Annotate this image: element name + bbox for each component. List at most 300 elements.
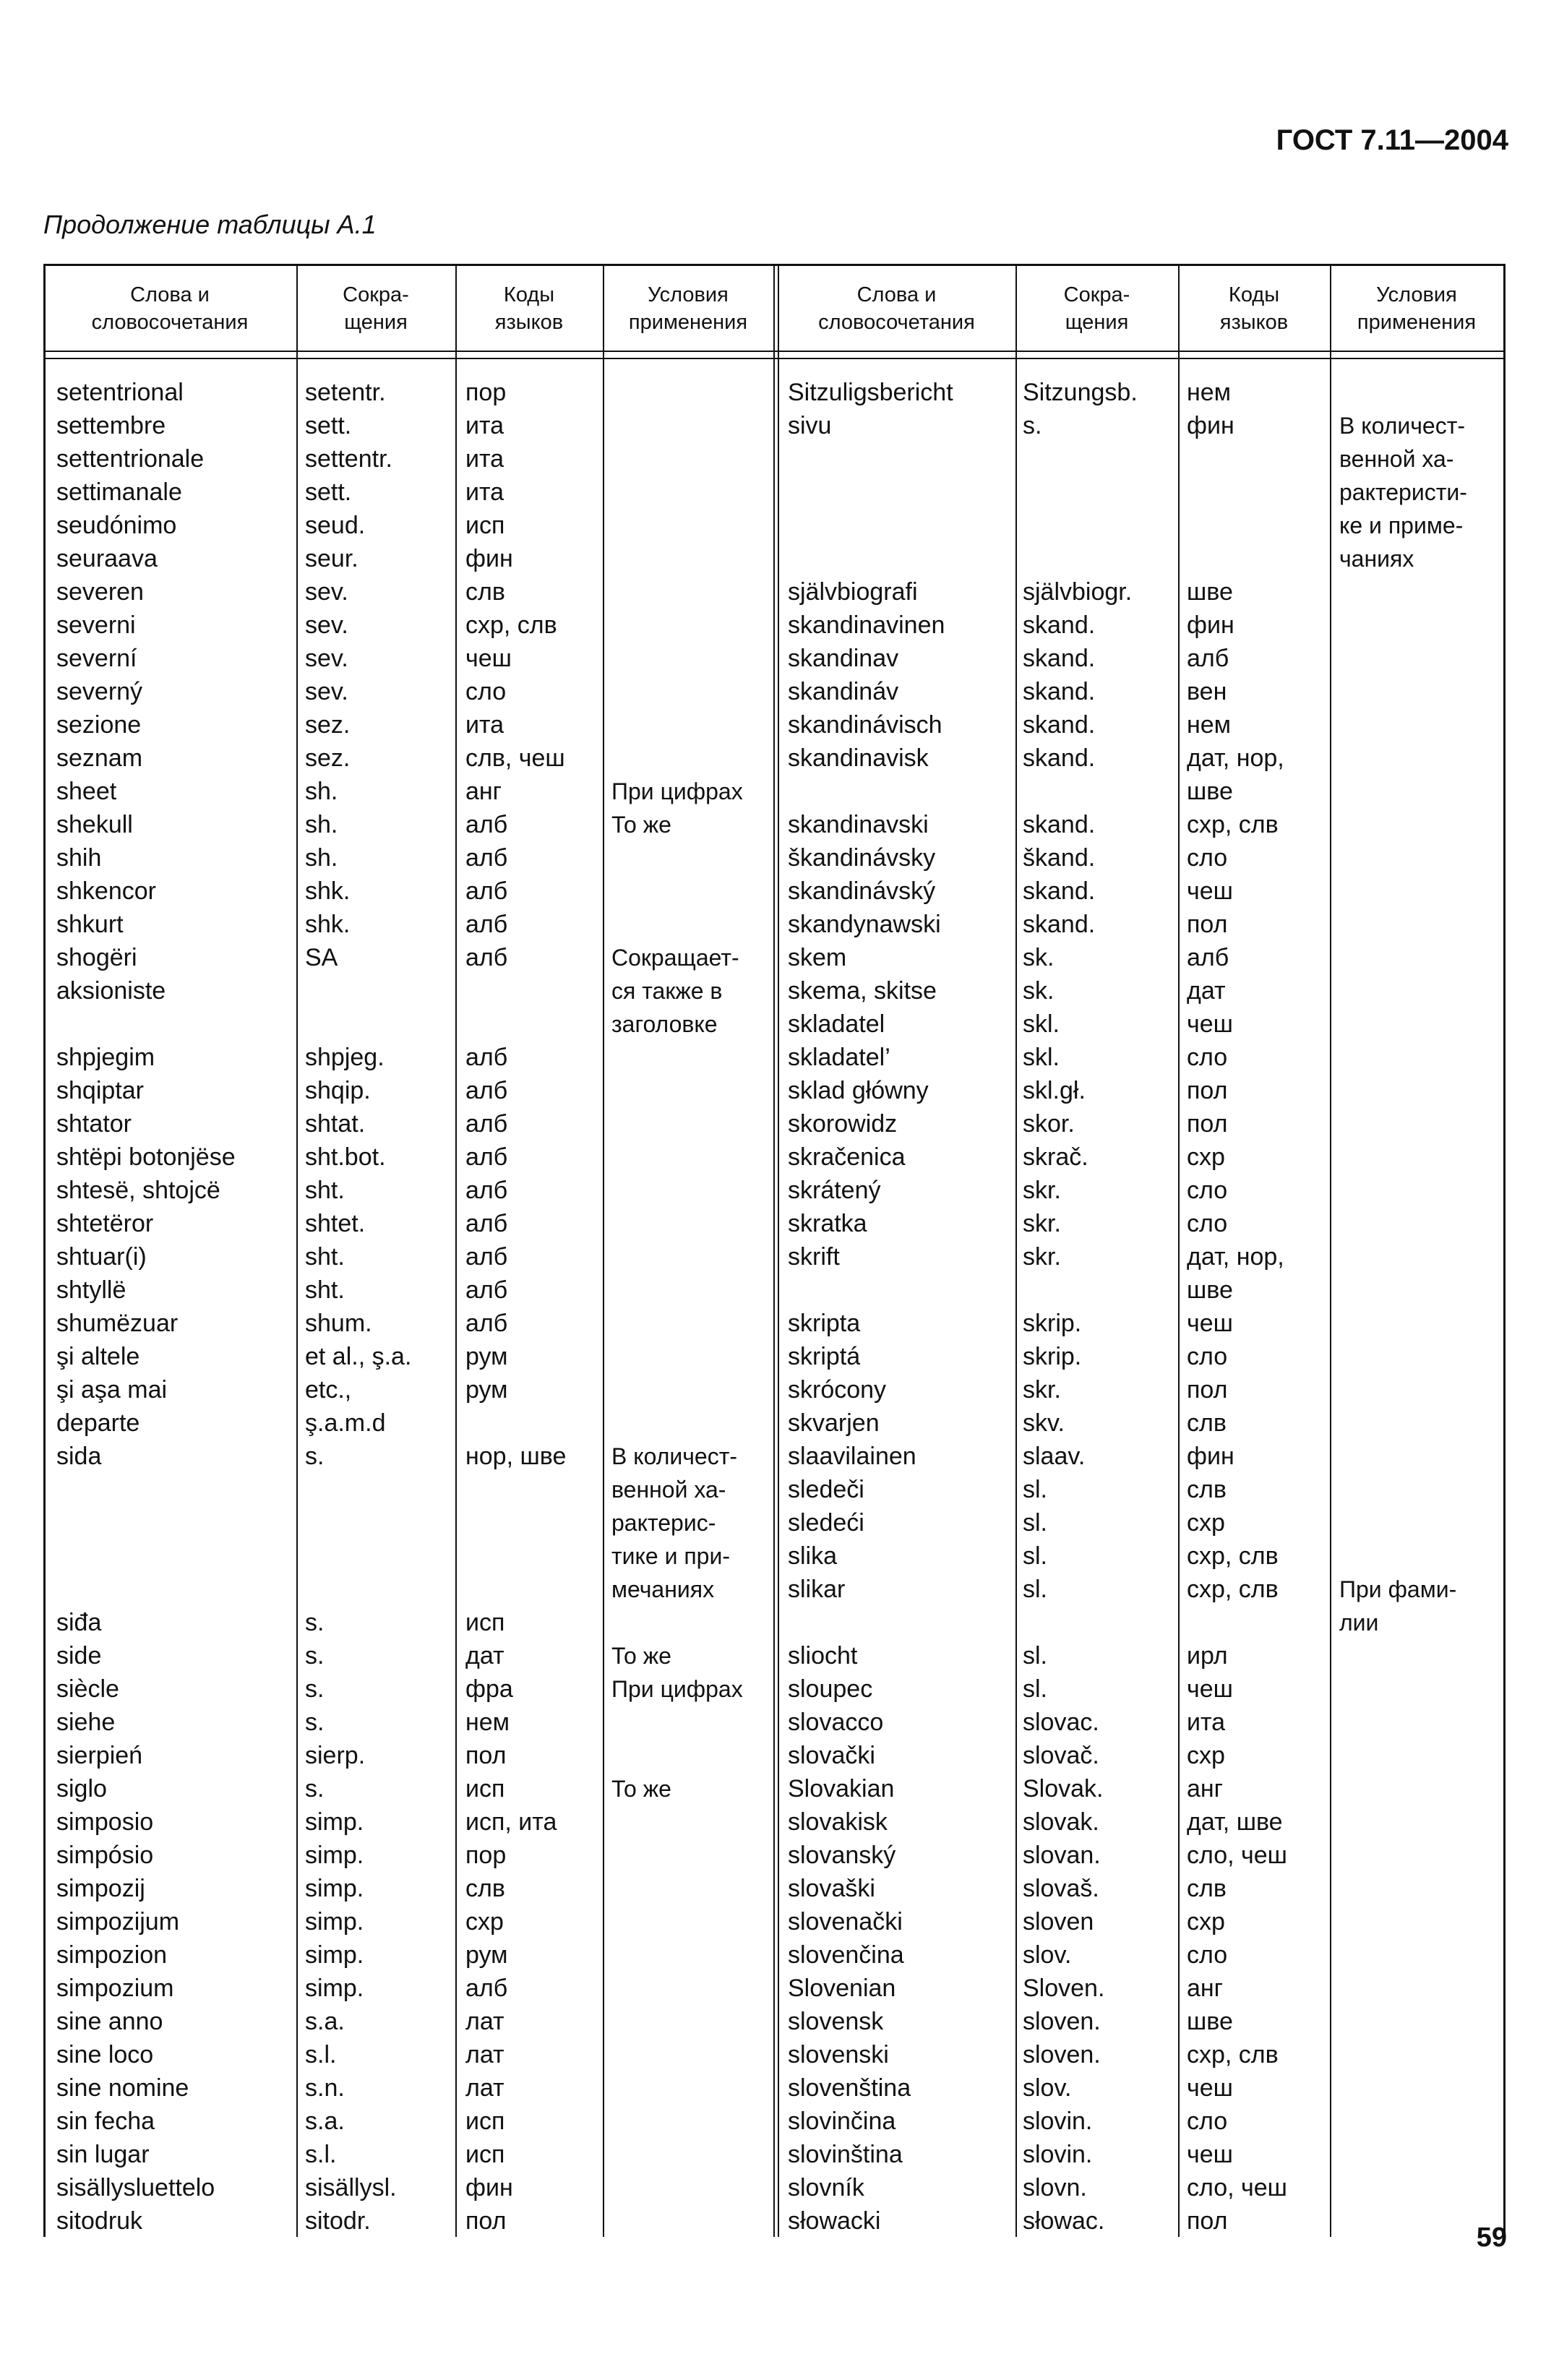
- table-row: [43, 1739, 1506, 1772]
- cell-word: shumëzuar: [56, 1310, 179, 1337]
- cell-word: seznam: [56, 744, 143, 772]
- cell-condition: венной ха-: [611, 1477, 726, 1503]
- cell-abbreviation-2: slovac.: [1023, 1709, 1099, 1736]
- cell-condition: При цифрах: [611, 1676, 743, 1702]
- cell-word: shekull: [56, 811, 133, 838]
- cell-language-code-2: шве: [1187, 578, 1233, 606]
- cell-abbreviation-2: slovan.: [1023, 1842, 1101, 1869]
- cell-abbreviation: s.a.: [305, 2108, 345, 2135]
- cell-word-2: självbiografi: [788, 578, 918, 606]
- header-abbreviations-2: Сокра- щения: [1063, 283, 1130, 334]
- cell-condition-2: венной ха-: [1339, 446, 1454, 472]
- table-row: [43, 2005, 1506, 2038]
- cell-word: shtesë, shtojcë: [56, 1177, 220, 1204]
- cell-condition-2: рактеристи-: [1339, 479, 1467, 505]
- cell-word-2: Slovakian: [788, 1775, 895, 1803]
- cell-abbreviation-2: skand.: [1023, 744, 1096, 772]
- cell-word: setentrional: [56, 379, 184, 406]
- cell-abbreviation: simp.: [305, 1842, 364, 1869]
- table-row: [43, 376, 1506, 409]
- cell-abbreviation: setentr.: [305, 379, 386, 406]
- table-row: [43, 1539, 1506, 1573]
- cell-language-code-2: сло: [1187, 1044, 1228, 1071]
- table-row: [43, 1140, 1506, 1174]
- cell-word-2: slovinština: [788, 2141, 903, 2168]
- cell-abbreviation: seur.: [305, 545, 358, 572]
- cell-word: shqiptar: [56, 1077, 144, 1104]
- cell-language-code: исп: [465, 2108, 505, 2135]
- cell-abbreviation: simp.: [305, 1808, 364, 1836]
- cell-abbreviation: sh.: [305, 844, 338, 872]
- table-row: [43, 1174, 1506, 1207]
- cell-word: sierpień: [56, 1742, 143, 1769]
- cell-word-2: skrócony: [788, 1376, 887, 1404]
- cell-abbreviation-2: slovn.: [1023, 2174, 1087, 2201]
- cell-word-2: sledeči: [788, 1476, 864, 1503]
- table-row: [43, 875, 1506, 908]
- cell-condition: рактерис-: [611, 1510, 716, 1536]
- cell-word-2: slaavilainen: [788, 1443, 916, 1470]
- cell-language-code-2: нем: [1187, 711, 1232, 739]
- cell-language-code: алб: [465, 811, 508, 838]
- cell-language-code: исп, ита: [465, 1808, 557, 1836]
- cell-word: simpozium: [56, 1975, 174, 2002]
- cell-abbreviation: s.l.: [305, 2041, 337, 2068]
- cell-abbreviation: shtet.: [305, 1210, 366, 1237]
- table-row: [43, 1373, 1506, 1406]
- cell-language-code: алб: [465, 1310, 508, 1337]
- table-row: [43, 2038, 1506, 2071]
- cell-abbreviation-2: skrip.: [1023, 1343, 1082, 1370]
- table-row: [43, 1074, 1506, 1107]
- table-row: [43, 1008, 1506, 1041]
- cell-word-2: slovački: [788, 1742, 875, 1769]
- cell-language-code: ита: [465, 412, 504, 439]
- cell-language-code-2: схр: [1187, 1143, 1225, 1171]
- cell-condition-2: ке и приме-: [1339, 512, 1464, 538]
- table-row: [43, 1839, 1506, 1872]
- abbreviations-table: [43, 264, 1506, 2237]
- cell-word-2: slovinčina: [788, 2108, 896, 2135]
- table-row: [43, 2204, 1506, 2238]
- cell-word: shtuar(i): [56, 1243, 147, 1271]
- table-row: [43, 476, 1506, 509]
- cell-abbreviation: shk.: [305, 911, 351, 938]
- table-row: [43, 442, 1506, 476]
- cell-language-code: лат: [465, 2074, 504, 2102]
- table-row: [43, 509, 1506, 542]
- cell-language-code-2: чеш: [1187, 2141, 1233, 2168]
- cell-language-code: пол: [465, 1742, 507, 1769]
- table-row: [43, 1506, 1506, 1539]
- table-row: [43, 1606, 1506, 1639]
- cell-language-code: дат: [465, 1642, 504, 1670]
- table-row: [43, 908, 1506, 941]
- cell-word-2: slovenština: [788, 2074, 911, 2102]
- cell-language-code-2: сло, чеш: [1187, 1842, 1287, 1869]
- cell-abbreviation-2: skor.: [1023, 1110, 1075, 1138]
- cell-language-code: алб: [465, 1210, 508, 1237]
- cell-abbreviation-2: sl.: [1023, 1542, 1047, 1570]
- cell-abbreviation-2: skrip.: [1023, 1310, 1082, 1337]
- cell-word-2: skračenica: [788, 1143, 906, 1171]
- header-conditions-2: Условия применения: [1357, 283, 1477, 334]
- header-conditions: Условия применения: [628, 283, 748, 334]
- cell-language-code: чеш: [465, 645, 512, 672]
- cell-word: sisällysluettelo: [56, 2174, 215, 2201]
- cell-abbreviation: sitodr.: [305, 2207, 371, 2235]
- table-row: [43, 609, 1506, 642]
- cell-word-2: slika: [788, 1542, 838, 1570]
- cell-language-code-2: сло: [1187, 1343, 1228, 1370]
- cell-condition: То же: [611, 812, 671, 838]
- cell-word: simpozijum: [56, 1908, 180, 1936]
- cell-language-code: нор, шве: [465, 1443, 567, 1470]
- table-row: [43, 808, 1506, 841]
- cell-language-code-2: фин: [1187, 412, 1234, 439]
- cell-word-2: sledeći: [788, 1509, 864, 1537]
- cell-language-code-2: фин: [1187, 1443, 1234, 1470]
- cell-language-code-2: сло: [1187, 2108, 1228, 2135]
- cell-language-code: фин: [465, 545, 513, 572]
- cell-language-code-2: сло, чеш: [1187, 2174, 1287, 2201]
- cell-word: siglo: [56, 1775, 107, 1803]
- cell-abbreviation: shum.: [305, 1310, 372, 1337]
- cell-word-2: Slovenian: [788, 1975, 896, 2002]
- document-code: ГОСТ 7.11—2004: [1276, 124, 1508, 156]
- cell-abbreviation: sh.: [305, 778, 338, 805]
- cell-language-code: лат: [465, 2041, 504, 2068]
- cell-abbreviation-2: skr.: [1023, 1376, 1061, 1404]
- cell-abbreviation: s.a.: [305, 2008, 345, 2035]
- table-row: [43, 1905, 1506, 1938]
- table-row: [43, 1706, 1506, 1739]
- cell-language-code: алб: [465, 844, 508, 872]
- cell-word-2: sloupec: [788, 1675, 873, 1703]
- cell-abbreviation-2: självbiogr.: [1023, 578, 1133, 606]
- cell-language-code-2: чеш: [1187, 2074, 1233, 2102]
- table-row: [43, 974, 1506, 1008]
- cell-language-code-2: анг: [1187, 1975, 1224, 2002]
- cell-language-code: пол: [465, 2207, 507, 2235]
- cell-word: shkurt: [56, 911, 124, 938]
- cell-word: shtetëror: [56, 1210, 154, 1237]
- cell-word-2: skladatel’: [788, 1044, 890, 1071]
- cell-condition-2: чаниях: [1339, 546, 1414, 572]
- cell-language-code-2: шве: [1187, 778, 1233, 805]
- cell-language-code: ита: [465, 711, 504, 739]
- cell-word-2: slovenčina: [788, 1941, 904, 1969]
- cell-word-2: skandinávisch: [788, 711, 942, 739]
- cell-language-code-2: чеш: [1187, 1310, 1233, 1337]
- cell-word-2: slikar: [788, 1576, 846, 1603]
- cell-word-2: slovenski: [788, 2041, 889, 2068]
- cell-word-2: skandinavski: [788, 811, 929, 838]
- cell-word-2: škandinávsky: [788, 844, 936, 872]
- cell-abbreviation-2: skand.: [1023, 811, 1096, 838]
- cell-word-2: slovakisk: [788, 1808, 888, 1836]
- cell-condition: То же: [611, 1643, 671, 1669]
- cell-word-2: skripta: [788, 1310, 861, 1337]
- cell-language-code: лат: [465, 2008, 504, 2035]
- cell-word: shtyllë: [56, 1276, 126, 1304]
- cell-language-code-2: пол: [1187, 2207, 1228, 2235]
- cell-language-code: алб: [465, 1243, 508, 1271]
- cell-language-code-2: дат: [1187, 977, 1226, 1005]
- table-row: [43, 1406, 1506, 1440]
- table-row: [43, 2171, 1506, 2204]
- cell-condition: мечаниях: [611, 1576, 715, 1602]
- cell-language-code: нем: [465, 1709, 510, 1736]
- cell-abbreviation: sett.: [305, 478, 352, 506]
- cell-word-2: skem: [788, 944, 847, 971]
- cell-language-code: слв: [465, 1875, 505, 1902]
- cell-word: sheet: [56, 778, 117, 805]
- cell-abbreviation-2: skl.: [1023, 1044, 1060, 1071]
- cell-abbreviation: s.l.: [305, 2141, 337, 2168]
- cell-language-code-2: ита: [1187, 1709, 1226, 1736]
- cell-word-2: slovanský: [788, 1842, 896, 1869]
- cell-abbreviation: sev.: [305, 645, 348, 672]
- cell-language-code: алб: [465, 1143, 508, 1171]
- cell-word: shtator: [56, 1110, 132, 1138]
- cell-abbreviation: shqip.: [305, 1077, 371, 1104]
- cell-word: shkencor: [56, 877, 156, 905]
- cell-language-code: слв: [465, 578, 505, 606]
- cell-abbreviation-2: skand.: [1023, 711, 1096, 739]
- cell-condition: ся также в: [611, 978, 723, 1004]
- table-row: [43, 941, 1506, 974]
- cell-language-code-2: ирл: [1187, 1642, 1228, 1670]
- cell-abbreviation: sht.: [305, 1177, 345, 1204]
- cell-language-code: рум: [465, 1376, 508, 1404]
- cell-language-code-2: вен: [1187, 678, 1227, 705]
- cell-word: sida: [56, 1443, 102, 1470]
- cell-abbreviation-2: slovak.: [1023, 1808, 1099, 1836]
- table-row: [43, 2138, 1506, 2171]
- table-row: [43, 2071, 1506, 2105]
- cell-abbreviation: sev.: [305, 578, 348, 606]
- cell-word: simpósio: [56, 1842, 154, 1869]
- header-words: Слова и словосочетания: [91, 283, 249, 334]
- cell-abbreviation: sett.: [305, 412, 352, 439]
- table-row: [43, 1340, 1506, 1373]
- cell-language-code-2: нем: [1187, 379, 1232, 406]
- cell-word: şi altele: [56, 1343, 140, 1370]
- table-row: [43, 1805, 1506, 1839]
- cell-word-2: slovenački: [788, 1908, 903, 1936]
- cell-word: aksioniste: [56, 977, 166, 1005]
- cell-language-code-2: фин: [1187, 611, 1234, 639]
- cell-word: severni: [56, 611, 136, 639]
- cell-abbreviation: simp.: [305, 1875, 364, 1902]
- cell-abbreviation: sht.: [305, 1276, 345, 1304]
- table-row: [43, 742, 1506, 775]
- table-row: [43, 1041, 1506, 1074]
- cell-abbreviation: sisällysl.: [305, 2174, 397, 2201]
- cell-abbreviation: sh.: [305, 811, 338, 838]
- cell-abbreviation: simp.: [305, 1941, 364, 1969]
- cell-language-code-2: слв: [1187, 1875, 1227, 1902]
- cell-word: shogëri: [56, 944, 137, 971]
- cell-abbreviation-2: słowac.: [1023, 2207, 1105, 2235]
- cell-language-code-2: пол: [1187, 1376, 1228, 1404]
- cell-language-code: рум: [465, 1343, 508, 1370]
- cell-language-code-2: дат, шве: [1187, 1808, 1283, 1836]
- cell-word: severný: [56, 678, 143, 705]
- cell-abbreviation: simp.: [305, 1908, 364, 1936]
- cell-language-code: сло: [465, 678, 507, 705]
- table-row: [43, 642, 1506, 675]
- cell-language-code: исп: [465, 2141, 505, 2168]
- table-row: [43, 1573, 1506, 1606]
- table-row: [43, 1240, 1506, 1273]
- table-row: [43, 1639, 1506, 1672]
- cell-word-2: slovník: [788, 2174, 864, 2201]
- cell-language-code-2: схр: [1187, 1742, 1225, 1769]
- cell-language-code-2: схр: [1187, 1908, 1225, 1936]
- cell-abbreviation-2: skand.: [1023, 877, 1096, 905]
- cell-language-code-2: сло: [1187, 844, 1228, 872]
- cell-abbreviation: s.: [305, 1642, 325, 1670]
- cell-abbreviation-2: Sitzungsb.: [1023, 379, 1138, 406]
- cell-word-2: słowacki: [788, 2207, 881, 2235]
- cell-language-code-2: пол: [1187, 1110, 1228, 1138]
- cell-word: sezione: [56, 711, 142, 739]
- cell-language-code-2: чеш: [1187, 1010, 1233, 1038]
- cell-language-code-2: пол: [1187, 911, 1228, 938]
- cell-abbreviation: sht.: [305, 1243, 345, 1271]
- cell-word: siđa: [56, 1609, 102, 1636]
- cell-condition-2: лии: [1339, 1610, 1379, 1636]
- cell-abbreviation: seud.: [305, 512, 366, 539]
- cell-abbreviation-2: slovin.: [1023, 2108, 1093, 2135]
- table-caption: Продолжение таблицы А.1: [43, 210, 377, 239]
- cell-language-code: алб: [465, 1110, 508, 1138]
- cell-language-code-2: схр, слв: [1187, 811, 1279, 838]
- cell-abbreviation-2: skand.: [1023, 611, 1096, 639]
- cell-language-code-2: шве: [1187, 1276, 1233, 1304]
- cell-abbreviation: s.: [305, 1709, 325, 1736]
- cell-language-code: ита: [465, 445, 504, 473]
- cell-language-code-2: алб: [1187, 645, 1229, 672]
- cell-abbreviation-2: skl.gł.: [1023, 1077, 1086, 1104]
- cell-language-code-2: сло: [1187, 1941, 1228, 1969]
- cell-word: seuraava: [56, 545, 158, 572]
- cell-abbreviation-2: sl.: [1023, 1576, 1047, 1603]
- cell-language-code-2: чеш: [1187, 877, 1233, 905]
- cell-condition: В количест-: [611, 1443, 738, 1469]
- cell-language-code-2: шве: [1187, 2008, 1233, 2035]
- cell-word-2: skladatel: [788, 1010, 885, 1038]
- cell-language-code-2: сло: [1187, 1210, 1228, 1237]
- cell-language-code: алб: [465, 1975, 508, 2002]
- cell-abbreviation: s.n.: [305, 2074, 345, 2102]
- cell-word-2: skratka: [788, 1210, 867, 1237]
- table-row: [43, 1207, 1506, 1240]
- cell-abbreviation-2: skv.: [1023, 1409, 1065, 1437]
- cell-abbreviation-2: slov.: [1023, 2074, 1072, 2102]
- cell-word-2: skriptá: [788, 1343, 861, 1370]
- cell-abbreviation-2: sloven: [1023, 1908, 1094, 1936]
- cell-abbreviation: sev.: [305, 611, 348, 639]
- table-row: [43, 1672, 1506, 1706]
- table-row: [43, 409, 1506, 442]
- cell-abbreviation: s.: [305, 1609, 325, 1636]
- cell-abbreviation: ş.a.m.d: [305, 1409, 386, 1437]
- cell-abbreviation-2: škand.: [1023, 844, 1096, 872]
- cell-abbreviation-2: skand.: [1023, 911, 1096, 938]
- cell-condition: При цифрах: [611, 778, 743, 804]
- cell-word: sin fecha: [56, 2108, 155, 2135]
- cell-language-code-2: дат, нор,: [1187, 1243, 1284, 1271]
- cell-language-code-2: дат, нор,: [1187, 744, 1284, 772]
- header-abbreviations: Сокра- щения: [343, 283, 409, 334]
- cell-word-2: skandinav: [788, 645, 899, 672]
- table-row: [43, 1872, 1506, 1905]
- cell-language-code-2: слв: [1187, 1476, 1227, 1503]
- cell-word-2: skandináv: [788, 678, 899, 705]
- cell-word: simpozij: [56, 1875, 145, 1902]
- cell-condition-2: В количест-: [1339, 413, 1466, 439]
- cell-abbreviation-2: sl.: [1023, 1476, 1047, 1503]
- cell-abbreviation: sez.: [305, 744, 351, 772]
- cell-language-code-2: схр, слв: [1187, 1576, 1279, 1603]
- cell-abbreviation-2: skr.: [1023, 1210, 1061, 1237]
- cell-language-code-2: сло: [1187, 1177, 1228, 1204]
- cell-word-2: skrift: [788, 1243, 840, 1271]
- cell-abbreviation: sez.: [305, 711, 351, 739]
- cell-word: severní: [56, 645, 137, 672]
- cell-language-code-2: схр: [1187, 1509, 1225, 1537]
- cell-language-code-2: чеш: [1187, 1675, 1233, 1703]
- cell-abbreviation-2: sloven.: [1023, 2041, 1101, 2068]
- cell-abbreviation: shtat.: [305, 1110, 366, 1138]
- cell-language-code: пор: [465, 379, 507, 406]
- cell-condition-2: При фами-: [1339, 1576, 1457, 1602]
- cell-word-2: skema, skitse: [788, 977, 937, 1005]
- cell-word-2: skandinávský: [788, 877, 936, 905]
- table-body: [43, 376, 1506, 2238]
- cell-abbreviation-2: s.: [1023, 412, 1042, 439]
- cell-language-code: схр, слв: [465, 611, 557, 639]
- cell-word-2: sklad główny: [788, 1077, 929, 1104]
- table-row: [43, 841, 1506, 875]
- table-row: [43, 1307, 1506, 1340]
- cell-language-code-2: схр, слв: [1187, 1542, 1279, 1570]
- cell-abbreviation-2: sk.: [1023, 977, 1055, 1005]
- cell-word: simposio: [56, 1808, 154, 1836]
- cell-condition: Сокращает-: [611, 945, 739, 971]
- cell-language-code: алб: [465, 1044, 508, 1071]
- cell-language-code: фра: [465, 1675, 513, 1703]
- cell-abbreviation-2: Sloven.: [1023, 1975, 1105, 2002]
- cell-abbreviation: shpjeg.: [305, 1044, 385, 1071]
- cell-abbreviation-2: sloven.: [1023, 2008, 1101, 2035]
- table-row: [43, 1107, 1506, 1140]
- cell-abbreviation-2: slovač.: [1023, 1742, 1099, 1769]
- cell-abbreviation-2: skand.: [1023, 645, 1096, 672]
- cell-abbreviation: sierp.: [305, 1742, 366, 1769]
- cell-word: side: [56, 1642, 102, 1670]
- table-row: [43, 675, 1506, 708]
- cell-abbreviation: s.: [305, 1675, 325, 1703]
- cell-word-2: Sitzuligsbericht: [788, 379, 953, 406]
- cell-language-code: алб: [465, 944, 508, 971]
- cell-condition: То же: [611, 1776, 671, 1802]
- cell-language-code: слв, чеш: [465, 744, 565, 772]
- cell-abbreviation-2: sk.: [1023, 944, 1055, 971]
